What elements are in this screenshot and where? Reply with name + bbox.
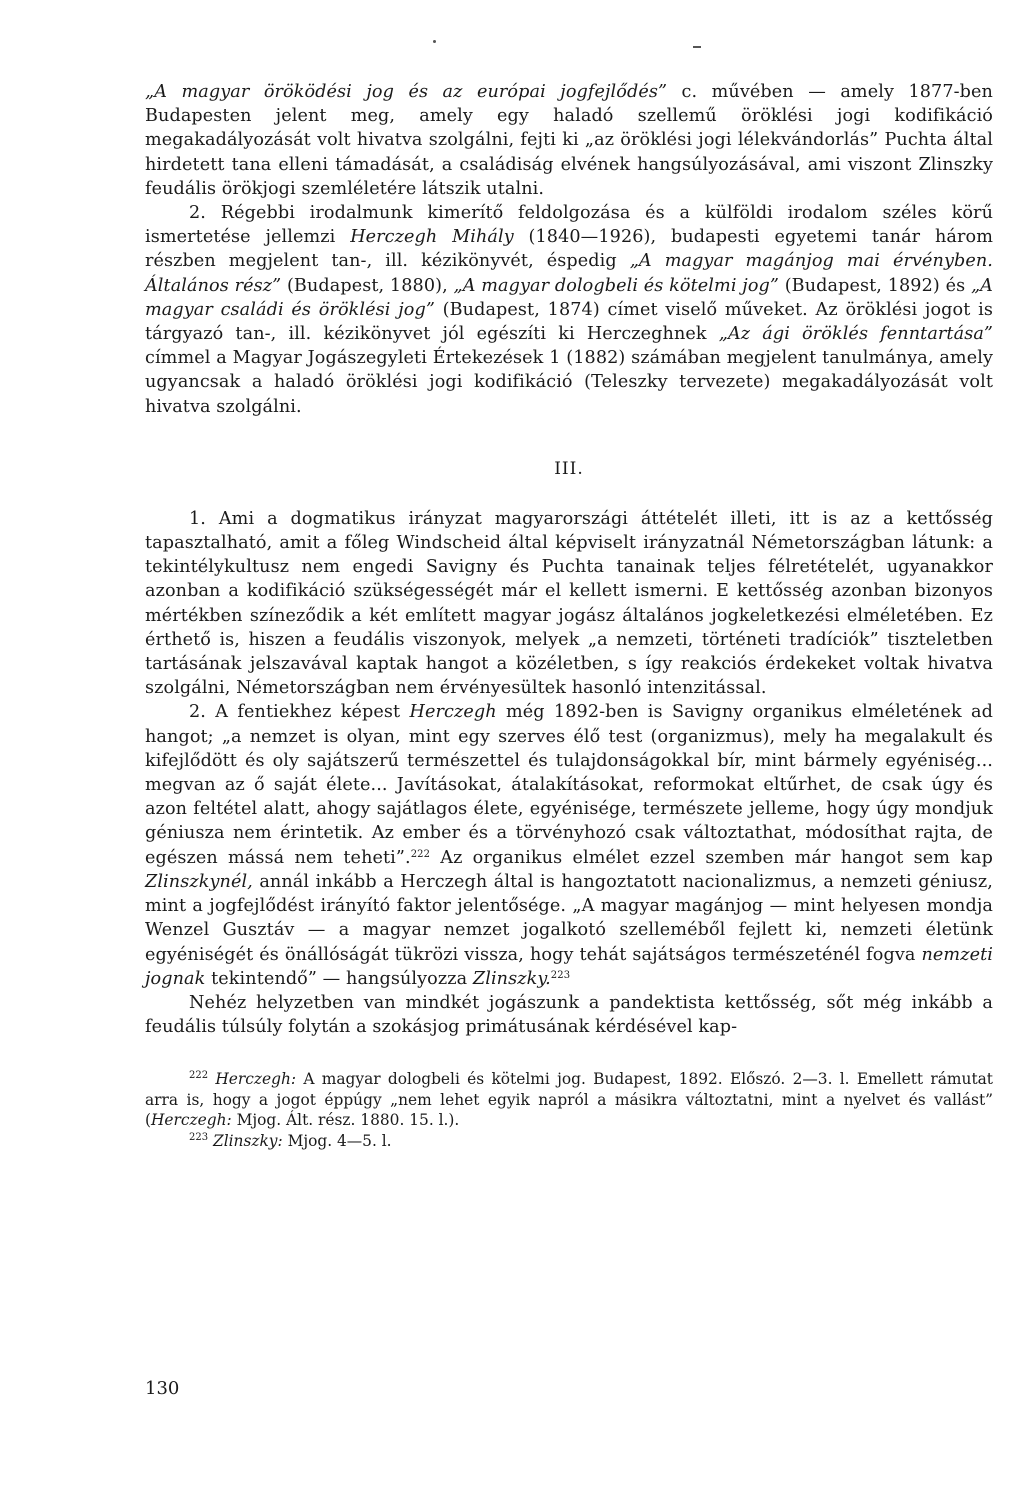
- paragraph: [145, 700, 993, 990]
- page-body: [145, 80, 993, 1151]
- text-run: (Budapest, 1892) és: [778, 275, 971, 296]
- footnote: [145, 1131, 993, 1152]
- italic-text: Zlinszky.: [472, 968, 551, 989]
- text-run: annál inkább a Herczegh által is hangoztatott nacionalizmus, a nemzeti géniusz, mint a jogfejlődést irányító faktor jelentősége. „A magyar magánjog — mint helyesen mondja Wenzel Gusztáv — a magyar nemzet jogalkotó szelleméből fejlett ki, nemzeti életünk egyéniségét és önállóságát tükrözi vissza, hogy tehát sajátságos természeténél fogva: [145, 871, 993, 965]
- page-number: 130: [145, 1378, 180, 1399]
- italic-text: Zlinszkynél,: [145, 871, 253, 892]
- italic-text: „Az ági öröklés fenntartása”: [718, 324, 994, 345]
- text-run: tekintendő” — hangsúlyozza: [205, 968, 473, 989]
- italic-text: Zlinszky:: [213, 1131, 283, 1150]
- italic-text: nemzeti jognak: [145, 944, 993, 989]
- paragraph: [145, 507, 993, 701]
- text-run: (1840—1926), budapesti egyetemi tanár három részben megjelent tan-, ill. kézikönyvét, éspedig: [145, 227, 993, 272]
- italic-text: „A magyar magánjog mai érvényben. Általános rész”: [145, 251, 993, 296]
- italic-text: Herczegh:: [215, 1070, 297, 1089]
- footnote-ref: 222: [189, 1070, 209, 1082]
- text-run: 2. A fentiekhez képest: [189, 702, 410, 723]
- text-run: címmel a Magyar Jogászegyleti Értekezések 1 (1882) számában megjelent tanulmánya, amely ugyancsak a haladó öröklési jogi kodifikáció (Teleszky tervezete) megakadályozását volt hivatva szolgálni.: [145, 348, 993, 417]
- text-run: 2. Régebbi irodalmunk kimerítő feldolgozása és a külföldi irodalom széles körű ismertetése jellemzi: [145, 203, 993, 248]
- scan-speck: [433, 40, 436, 43]
- section-heading: III.: [554, 458, 584, 479]
- footnote-ref: 223: [550, 969, 571, 981]
- footnote-ref: 222: [410, 848, 431, 860]
- italic-text: „A magyar dologbeli és kötelmi jog”: [453, 275, 779, 296]
- text-run: 1. Ami a dogmatikus irányzat magyarországi áttételét illeti, itt is az a kettősség tapasztalható, amit a főleg Windscheid által képviselt irányzatnál Németországban látunk: a tekintélykultusz nem engedi Savigny és Puchta tanainak teljes félretételét, ugyanakkor azonban a kodifikáció szükségességét már el kellett ismerni. E kettősség azonban bizonyos mértékben színeződik a két említett magyar jogász általános jogkeletkezési elméletében. Ez érthető is, hiszen a feudális viszonyok, melyek „a nemzeti, történeti tradíciók” tiszteletben tartásának jelszavával kaptak hangot a közéletben, s így reakciós érdekeket voltak hivatva szolgálni, Németországban nem érvényesültek hasonló intenzitással.: [145, 508, 993, 699]
- footnote: [145, 1069, 993, 1131]
- text-run: Mjog. Ált. rész. 1880. 15. l.).: [231, 1111, 460, 1130]
- paragraph: [145, 201, 993, 419]
- text-run: még 1892-ben is Savigny organikus elméletének ad hangot; „a nemzet is olyan, mint egy szerves élő test (organizmus), mely ha megalakult és kifejlődött és oly sajátszerű természettel és tulajdonságokkal bír, mint bármely egyéniség... megvan az ő saját élete... Javításokat, átalakításokat, reformokat eltűrhet, de csak úgy és azon feltétel alatt, ahogy sajátlagos élete, egyénisége, természete jelleme, hogy úgy mondjuk géniusza nem érintetik. Az ember és a törvényhozó csak változtathat, módosíthat rajta, de egészen mássá nem teheti”.: [145, 702, 993, 868]
- text-run: (Budapest, 1880),: [281, 275, 454, 296]
- paragraph: [145, 80, 993, 201]
- text-run: c. művében — amely 1877-ben Budapesten jelent meg, amely egy haladó szellemű öröklési jogi kodifikáció megakadályozását volt hivatva szolgálni, fejti ki „az öröklési jogi lélekvándorlás” Puchta által hirdetett tana elleni támadását, a családiság elvének hangsúlyozásával, ami viszont Zlinszky feudális örökjogi szemléletére látszik utalni.: [145, 82, 993, 199]
- italic-text: Herczegh: [409, 702, 497, 723]
- intro-paragraphs: [145, 80, 993, 419]
- italic-text: „A magyar öröködési jog és az európai jogfejlődés”: [145, 82, 668, 102]
- footnotes: [145, 1069, 993, 1151]
- section-paragraphs: [145, 507, 993, 1039]
- footnote-ref: 223: [189, 1131, 209, 1143]
- italic-text: Herczegh:: [151, 1111, 232, 1130]
- text-run: Az organikus elmélet ezzel szemben már hangot sem kap: [430, 847, 993, 868]
- text-run: (Budapest, 1874) címet viselő műveket. Az öröklési jogot is tárgyazó tan-, ill. kézikönyvet jól egészíti ki Herczeghnek: [145, 299, 993, 345]
- paragraph: [145, 991, 993, 1039]
- text-run: Mjog. 4—5. l.: [282, 1131, 392, 1150]
- text-run: A magyar dologbeli és kötelmi jog. Budapest, 1892. Előszó. 2—3. l. Emellett rámutat arra is, hogy a jogot éppúgy „nem lehet egyik napról a másikra változtatni, mint a nyelvet és vallást” (: [145, 1070, 993, 1130]
- text-run: Nehéz helyzetben van mindkét jogászunk a pandektista kettősség, sőt még inkább a feudális túlsúly folytán a szokásjog primátusának kérdésével kap-: [145, 992, 993, 1038]
- italic-text: „A magyar családi és öröklési jog”: [145, 275, 993, 320]
- scan-speck: [693, 46, 701, 48]
- italic-text: Herczegh Mihály: [350, 227, 514, 248]
